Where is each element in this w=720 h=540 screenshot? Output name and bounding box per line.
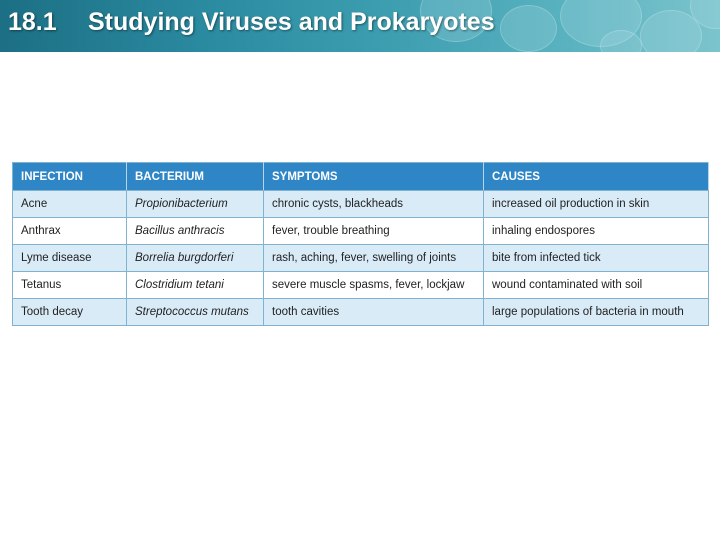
causes-cell: inhaling endospores [484, 218, 709, 245]
causes-cell: bite from infected tick [484, 245, 709, 272]
bacterium-cell: Streptococcus mutans [127, 299, 264, 326]
column-header-infection: INFECTION [13, 163, 127, 191]
background-cell-decoration [600, 30, 642, 52]
background-cell-decoration [500, 5, 557, 52]
bacterium-cell: Bacillus anthracis [127, 218, 264, 245]
table-row [13, 299, 709, 326]
table-row [13, 218, 709, 245]
column-header-symptoms: SYMPTOMS [264, 163, 484, 191]
symptoms-cell: severe muscle spasms, fever, lockjaw [264, 272, 484, 299]
infection-cell: Acne [13, 191, 127, 218]
infection-cell: Tetanus [13, 272, 127, 299]
causes-cell: wound contaminated with soil [484, 272, 709, 299]
table-row [13, 191, 709, 218]
causes-cell: large populations of bacteria in mouth [484, 299, 709, 326]
column-header-causes: CAUSES [484, 163, 709, 191]
bacterium-cell: Borrelia burgdorferi [127, 245, 264, 272]
slide-title: Studying Viruses and Prokaryotes [88, 8, 495, 36]
infection-cell: Lyme disease [13, 245, 127, 272]
causes-cell: increased oil production in skin [484, 191, 709, 218]
infection-cell: Tooth decay [13, 299, 127, 326]
bacterium-cell: Propionibacterium [127, 191, 264, 218]
symptoms-cell: rash, aching, fever, swelling of joints [264, 245, 484, 272]
slide-header [0, 0, 720, 52]
infection-cell: Anthrax [13, 218, 127, 245]
symptoms-cell: fever, trouble breathing [264, 218, 484, 245]
table-row [13, 272, 709, 299]
symptoms-cell: chronic cysts, blackheads [264, 191, 484, 218]
table-row [13, 245, 709, 272]
symptoms-cell: tooth cavities [264, 299, 484, 326]
table-header-row [13, 163, 709, 191]
bacterial-infections-table [12, 162, 709, 326]
bacterium-cell: Clostridium tetani [127, 272, 264, 299]
column-header-bacterium: BACTERIUM [127, 163, 264, 191]
section-number: 18.1 [8, 8, 57, 36]
